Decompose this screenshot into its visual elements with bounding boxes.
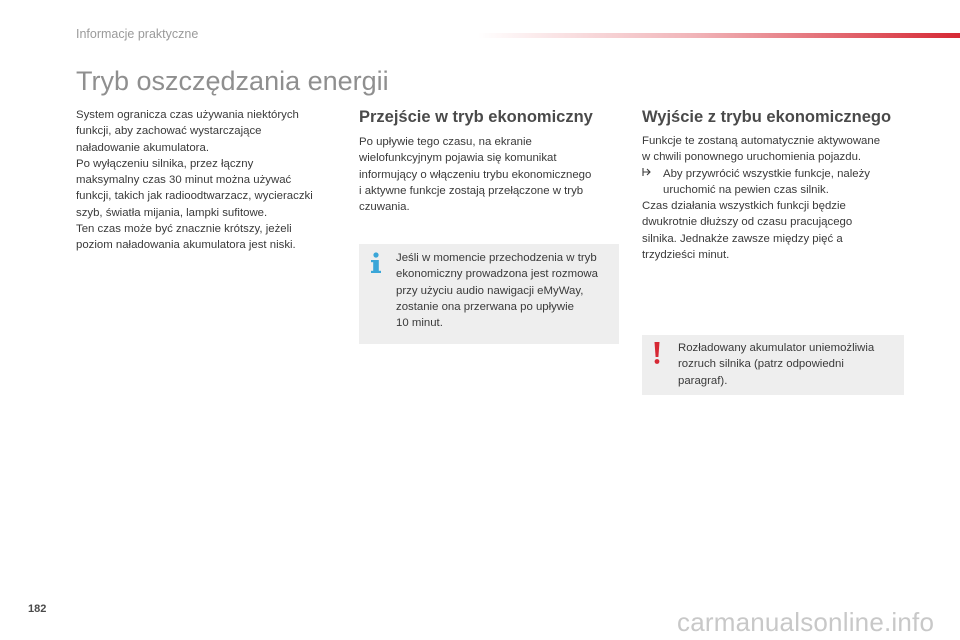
enter-line: i aktywne funkcje zostają przełączone w tryb <box>359 184 584 197</box>
intro-line: Ten czas może być znacznie krótszy, jeżeli <box>76 223 292 236</box>
exit-economy-text <box>642 133 904 263</box>
intro-line: maksymalny czas 30 minut można używać <box>76 174 292 187</box>
intro-line: funkcji, takich jak radioodtwarzacz, wycieraczki <box>76 190 313 203</box>
info-note-line: przy użyciu audio nawigacji eMyWay, <box>396 284 584 297</box>
intro-line: Po wyłączeniu silnika, przez łączny <box>76 157 254 170</box>
info-note-line: 10 minut. <box>396 317 443 330</box>
intro-line: szyb, światła mijania, lampki sufitowe. <box>76 206 268 219</box>
enter-line: informujący o włączeniu trybu ekonomicznego <box>359 168 592 181</box>
enter-economy-text <box>359 134 617 215</box>
watermark: carmanualsonline.info <box>677 607 935 637</box>
exit-line: Czas działania wszystkich funkcji będzie <box>642 200 846 213</box>
enter-line: wielofunkcyjnym pojawia się komunikat <box>359 152 557 165</box>
exit-line: silnika. Jednakże zawsze między pięć a <box>642 232 843 245</box>
info-note <box>359 244 619 344</box>
info-icon <box>369 252 383 279</box>
warning-icon <box>650 341 664 370</box>
info-note-line: zostanie ona przerwana po upływie <box>396 300 574 313</box>
exit-bullet-item <box>642 166 904 199</box>
warning-note-line: rozruch silnika (patrz odpowiedni <box>678 358 844 371</box>
section-label: Informacje praktyczne <box>76 27 199 41</box>
exit-line: Funkcje te zostaną automatycznie aktywowane <box>642 135 881 147</box>
intro-line: System ogranicza czas używania niektórych <box>76 109 299 121</box>
exit-bullet-line: uruchomić na pewien czas silnik. <box>663 183 829 196</box>
intro-text <box>76 107 338 254</box>
intro-line: funkcji, aby zachować wystarczające <box>76 125 262 138</box>
page-number: 182 <box>28 603 47 615</box>
info-note-line: ekonomiczny prowadzona jest rozmowa <box>396 268 598 281</box>
enter-economy-heading: Przejście w tryb ekonomiczny <box>359 108 593 126</box>
warning-note-line: paragraf). <box>678 374 728 387</box>
arrow-bullet-icon <box>642 166 663 199</box>
warning-note <box>642 335 904 395</box>
exit-line: trzydzieści minut. <box>642 249 730 262</box>
enter-line: Po upływie tego czasu, na ekranie <box>359 136 532 148</box>
enter-line: czuwania. <box>359 201 410 214</box>
warning-note-line: Rozładowany akumulator uniemożliwia <box>678 342 875 354</box>
info-note-line: Jeśli w momencie przechodzenia w tryb <box>396 252 597 264</box>
intro-line: poziom naładowania akumulatora jest niski. <box>76 239 296 252</box>
page-title: Tryb oszczędzania energii <box>76 66 389 96</box>
exit-line: w chwili ponownego uruchomienia pojazdu. <box>642 151 862 164</box>
exit-bullet-line: Aby przywrócić wszystkie funkcje, należy <box>663 167 870 180</box>
intro-line: naładowanie akumulatora. <box>76 141 209 154</box>
exit-line: dwukrotnie dłuższy od czasu pracującego <box>642 216 853 229</box>
exit-economy-heading: Wyjście z trybu ekonomicznego <box>642 108 892 126</box>
header-accent-bar <box>478 33 960 38</box>
